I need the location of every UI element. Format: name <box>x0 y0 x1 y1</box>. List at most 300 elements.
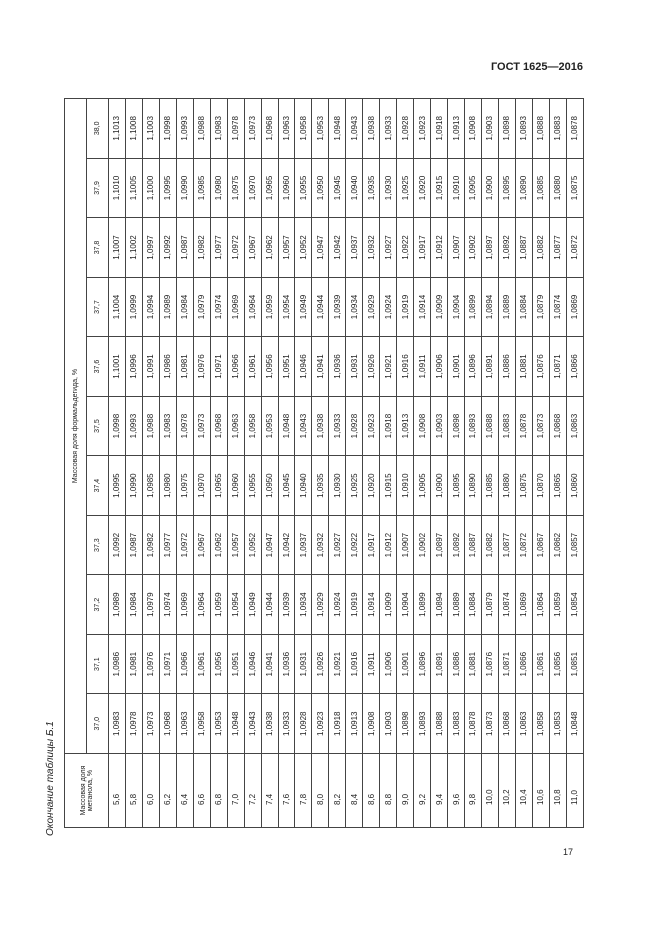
row-label: 8,0 <box>312 754 329 828</box>
table-row <box>465 99 482 828</box>
column-header: 37,0 <box>87 694 109 754</box>
table-cell: 1,0975 <box>227 158 244 218</box>
table-cell: 1,0978 <box>125 694 142 754</box>
table-cell: 1,0891 <box>481 337 498 397</box>
table-cell: 1,0898 <box>397 694 414 754</box>
table-cell: 1,0925 <box>397 158 414 218</box>
table-cell: 1,0883 <box>549 99 566 159</box>
table-cell: 1,0927 <box>380 218 397 278</box>
table-cell: 1,0965 <box>210 456 227 516</box>
row-label: 11,0 <box>566 754 583 828</box>
table-row <box>481 99 498 828</box>
table-row <box>210 99 227 828</box>
table-cell: 1,0963 <box>176 694 193 754</box>
table-cell: 1,0959 <box>210 575 227 635</box>
column-header: 37,5 <box>87 396 109 456</box>
table-cell: 1,0987 <box>176 218 193 278</box>
table-cell: 1,0931 <box>346 337 363 397</box>
table-cell: 1,0983 <box>159 396 176 456</box>
table-row <box>498 99 515 828</box>
table-cell: 1,0912 <box>431 218 448 278</box>
table-cell: 1,0980 <box>210 158 227 218</box>
table-cell: 1,0883 <box>498 396 515 456</box>
table-cell: 1,0905 <box>465 158 482 218</box>
table-cell: 1,0913 <box>448 99 465 159</box>
table-cell: 1,0920 <box>363 456 380 516</box>
row-label: 7,0 <box>227 754 244 828</box>
table-cell: 1,0989 <box>159 277 176 337</box>
table-cell: 1,0997 <box>142 218 159 278</box>
row-label: 10,8 <box>549 754 566 828</box>
table-cell: 1,0863 <box>515 694 532 754</box>
table-cell: 1,0929 <box>312 575 329 635</box>
row-label: 6,2 <box>159 754 176 828</box>
table-cell: 1,0882 <box>481 515 498 575</box>
table-row <box>566 99 583 828</box>
table-row <box>261 99 278 828</box>
table-cell: 1,0999 <box>125 277 142 337</box>
table-cell: 1,0882 <box>532 218 549 278</box>
table-row <box>532 99 549 828</box>
table-cell: 1,0989 <box>109 575 126 635</box>
table-cell: 1,0984 <box>176 277 193 337</box>
table-cell: 1,0918 <box>431 99 448 159</box>
row-label: 7,2 <box>244 754 261 828</box>
table-cell: 1,0923 <box>363 396 380 456</box>
table-row <box>176 99 193 828</box>
table-cell: 1,1005 <box>125 158 142 218</box>
table-cell: 1,0898 <box>498 99 515 159</box>
row-label: 8,6 <box>363 754 380 828</box>
table-cell: 1,0880 <box>549 158 566 218</box>
table-cell: 1,0892 <box>498 218 515 278</box>
table-cell: 1,0993 <box>125 396 142 456</box>
table-cell: 1,0988 <box>193 99 210 159</box>
table-cell: 1,0933 <box>329 396 346 456</box>
table-cell: 1,0874 <box>549 277 566 337</box>
table-row <box>312 99 329 828</box>
table-cell: 1,0936 <box>278 634 295 694</box>
table-cell: 1,0969 <box>176 575 193 635</box>
table-cell: 1,0973 <box>193 396 210 456</box>
table-cell: 1,0986 <box>159 337 176 397</box>
table-cell: 1,0902 <box>465 218 482 278</box>
table-cell: 1,0990 <box>176 158 193 218</box>
table-cell: 1,0915 <box>380 456 397 516</box>
row-label: 8,4 <box>346 754 363 828</box>
table-head <box>65 99 109 828</box>
table-cell: 1,0947 <box>312 218 329 278</box>
table-cell: 1,0887 <box>515 218 532 278</box>
row-label: 9,6 <box>448 754 465 828</box>
table-cell: 1,0951 <box>278 337 295 397</box>
column-header-row <box>87 99 109 828</box>
table-cell: 1,0903 <box>481 99 498 159</box>
table-cell: 1,0988 <box>142 396 159 456</box>
table-cell: 1,0870 <box>532 456 549 516</box>
table-cell: 1,0937 <box>346 218 363 278</box>
table-cell: 1,0954 <box>227 575 244 635</box>
table-cell: 1,0930 <box>329 456 346 516</box>
table-cell: 1,0897 <box>481 218 498 278</box>
table-cell: 1,0928 <box>346 396 363 456</box>
table-cell: 1,0875 <box>515 456 532 516</box>
row-label: 5,6 <box>109 754 126 828</box>
table-cell: 1,0881 <box>465 634 482 694</box>
table-cell: 1,0904 <box>397 575 414 635</box>
table-cell: 1,0943 <box>346 99 363 159</box>
table-cell: 1,0892 <box>448 515 465 575</box>
table-cell: 1,0916 <box>397 337 414 397</box>
table-cell: 1,0875 <box>566 158 583 218</box>
table-cell: 1,0939 <box>278 575 295 635</box>
table-row <box>227 99 244 828</box>
table-cell: 1,0908 <box>465 99 482 159</box>
table-cell: 1,0878 <box>515 396 532 456</box>
table-cell: 1,0866 <box>566 337 583 397</box>
column-header: 37,7 <box>87 277 109 337</box>
table-cell: 1,0864 <box>532 575 549 635</box>
table-cell: 1,0986 <box>109 634 126 694</box>
table-cell: 1,0925 <box>346 456 363 516</box>
row-label: 7,4 <box>261 754 278 828</box>
table-cell: 1,0878 <box>465 694 482 754</box>
table-cell: 1,0950 <box>312 158 329 218</box>
table-cell: 1,0871 <box>498 634 515 694</box>
table-cell: 1,0947 <box>261 515 278 575</box>
table-cell: 1,0893 <box>414 694 431 754</box>
table-cell: 1,0903 <box>380 694 397 754</box>
row-label: 10,6 <box>532 754 549 828</box>
table-cell: 1,0895 <box>498 158 515 218</box>
table-cell: 1,1004 <box>109 277 126 337</box>
table-cell: 1,0869 <box>566 277 583 337</box>
table-cell: 1,0889 <box>448 575 465 635</box>
table-cell: 1,0972 <box>227 218 244 278</box>
table-cell: 1,0967 <box>193 515 210 575</box>
table-cell: 1,0926 <box>312 634 329 694</box>
table-cell: 1,0945 <box>329 158 346 218</box>
table-cell: 1,0978 <box>227 99 244 159</box>
table-row <box>414 99 431 828</box>
table-cell: 1,0944 <box>312 277 329 337</box>
table-cell: 1,0899 <box>414 575 431 635</box>
table-row <box>109 99 126 828</box>
table-cell: 1,0985 <box>193 158 210 218</box>
table-body <box>109 99 584 828</box>
table-cell: 1,0998 <box>159 99 176 159</box>
table-cell: 1,0935 <box>312 456 329 516</box>
table-cell: 1,0900 <box>431 456 448 516</box>
table-cell: 1,0954 <box>278 277 295 337</box>
table-cell: 1,1000 <box>142 158 159 218</box>
table-cell: 1,0973 <box>142 694 159 754</box>
table-cell: 1,0961 <box>193 634 210 694</box>
column-header: 37,6 <box>87 337 109 397</box>
table-cell: 1,0978 <box>176 396 193 456</box>
table-cell: 1,0900 <box>481 158 498 218</box>
table-cell: 1,0992 <box>159 218 176 278</box>
table-cell: 1,0896 <box>465 337 482 397</box>
table-cell: 1,0867 <box>532 515 549 575</box>
table-cell: 1,0937 <box>295 515 312 575</box>
row-label: 6,6 <box>193 754 210 828</box>
column-header: 37,8 <box>87 218 109 278</box>
table-cell: 1,0924 <box>380 277 397 337</box>
table-cell: 1,0930 <box>380 158 397 218</box>
table-cell: 1,0985 <box>142 456 159 516</box>
table-cell: 1,0998 <box>109 396 126 456</box>
table-row <box>397 99 414 828</box>
table-cell: 1,0960 <box>227 456 244 516</box>
table-row <box>346 99 363 828</box>
table-cell: 1,0946 <box>295 337 312 397</box>
table-cell: 1,0873 <box>532 396 549 456</box>
table-cell: 1,0917 <box>414 218 431 278</box>
group-header: Массовая доля формальдегида, % <box>65 99 87 754</box>
table-cell: 1,0968 <box>159 694 176 754</box>
table-cell: 1,0958 <box>295 99 312 159</box>
table-cell: 1,0941 <box>312 337 329 397</box>
table-cell: 1,0881 <box>515 337 532 397</box>
table-cell: 1,0990 <box>125 456 142 516</box>
row-label: 6,4 <box>176 754 193 828</box>
table-cell: 1,0953 <box>210 694 227 754</box>
table-cell: 1,0862 <box>549 515 566 575</box>
table-cell: 1,0964 <box>244 277 261 337</box>
table-cell: 1,0891 <box>431 634 448 694</box>
table-cell: 1,0971 <box>159 634 176 694</box>
table-row <box>515 99 532 828</box>
table-cell: 1,0934 <box>295 575 312 635</box>
table-cell: 1,0884 <box>515 277 532 337</box>
table-cell: 1,0984 <box>125 575 142 635</box>
table-cell: 1,0933 <box>278 694 295 754</box>
table-cell: 1,0883 <box>448 694 465 754</box>
column-header: 37,9 <box>87 158 109 218</box>
table-cell: 1,0928 <box>295 694 312 754</box>
table-cell: 1,0966 <box>176 634 193 694</box>
table-cell: 1,0861 <box>532 634 549 694</box>
table-cell: 1,0896 <box>414 634 431 694</box>
table-cell: 1,0962 <box>210 515 227 575</box>
table-cell: 1,0857 <box>566 515 583 575</box>
table-row <box>363 99 380 828</box>
table-cell: 1,0895 <box>448 456 465 516</box>
table-cell: 1,0963 <box>227 396 244 456</box>
table-cell: 1,0904 <box>448 277 465 337</box>
table-cell: 1,0872 <box>515 515 532 575</box>
row-label: 6,0 <box>142 754 159 828</box>
table-cell: 1,0995 <box>159 158 176 218</box>
table-cell: 1,0938 <box>363 99 380 159</box>
row-label: 5,8 <box>125 754 142 828</box>
table-cell: 1,0856 <box>549 634 566 694</box>
table-cell: 1,0888 <box>481 396 498 456</box>
table-cell: 1,0956 <box>210 634 227 694</box>
table-cell: 1,1001 <box>109 337 126 397</box>
table-cell: 1,0858 <box>532 694 549 754</box>
table-cell: 1,0982 <box>142 515 159 575</box>
table-cell: 1,0879 <box>481 575 498 635</box>
table-cell: 1,0991 <box>142 337 159 397</box>
table-cell: 1,0916 <box>346 634 363 694</box>
table-row <box>549 99 566 828</box>
table-cell: 1,0899 <box>465 277 482 337</box>
table-cell: 1,0993 <box>176 99 193 159</box>
table-cell: 1,0961 <box>244 337 261 397</box>
table-cell: 1,0940 <box>346 158 363 218</box>
table-cell: 1,0941 <box>261 634 278 694</box>
table-cell: 1,0902 <box>414 515 431 575</box>
table-cell: 1,1008 <box>125 99 142 159</box>
table-cell: 1,0877 <box>549 218 566 278</box>
table-cell: 1,0908 <box>363 694 380 754</box>
table-cell: 1,0905 <box>414 456 431 516</box>
table-cell: 1,0901 <box>448 337 465 397</box>
row-label: 7,8 <box>295 754 312 828</box>
column-header: 37,4 <box>87 456 109 516</box>
table-cell: 1,0987 <box>125 515 142 575</box>
table-cell: 1,0921 <box>380 337 397 397</box>
table-cell: 1,0907 <box>397 515 414 575</box>
table-cell: 1,0876 <box>481 634 498 694</box>
table-cell: 1,0960 <box>278 158 295 218</box>
table-cell: 1,0913 <box>346 694 363 754</box>
table-cell: 1,0951 <box>227 634 244 694</box>
table-cell: 1,0979 <box>193 277 210 337</box>
table-cell: 1,0885 <box>481 456 498 516</box>
table-cell: 1,0926 <box>363 337 380 397</box>
table-cell: 1,0958 <box>193 694 210 754</box>
table-cell: 1,0909 <box>431 277 448 337</box>
row-label: 9,2 <box>414 754 431 828</box>
table-cell: 1,0911 <box>363 634 380 694</box>
column-header: 37,3 <box>87 515 109 575</box>
table-cell: 1,0923 <box>312 694 329 754</box>
table-cell: 1,0977 <box>159 515 176 575</box>
table-cell: 1,0971 <box>210 337 227 397</box>
table-cell: 1,0871 <box>549 337 566 397</box>
table-cell: 1,0873 <box>481 694 498 754</box>
table-row <box>295 99 312 828</box>
table-cell: 1,0922 <box>346 515 363 575</box>
table-cell: 1,0936 <box>329 337 346 397</box>
table-cell: 1,0887 <box>465 515 482 575</box>
table-row <box>125 99 142 828</box>
table-cell: 1,0890 <box>515 158 532 218</box>
table-cell: 1,0970 <box>193 456 210 516</box>
table-cell: 1,0953 <box>261 396 278 456</box>
table-cell: 1,0893 <box>515 99 532 159</box>
table-cell: 1,0868 <box>498 694 515 754</box>
table-cell: 1,0949 <box>295 277 312 337</box>
table-cell: 1,0966 <box>227 337 244 397</box>
table-cell: 1,0948 <box>278 396 295 456</box>
table-cell: 1,0995 <box>109 456 126 516</box>
table-cell: 1,0964 <box>193 575 210 635</box>
table-cell: 1,0876 <box>532 337 549 397</box>
table-cell: 1,0972 <box>176 515 193 575</box>
table-cell: 1,0898 <box>448 396 465 456</box>
table-cell: 1,0945 <box>278 456 295 516</box>
table-cell: 1,0938 <box>261 694 278 754</box>
table-cell: 1,0886 <box>448 634 465 694</box>
table-cell: 1,0893 <box>465 396 482 456</box>
corner-header: Массовая доля метанола, % <box>65 754 109 828</box>
table-cell: 1,1007 <box>109 218 126 278</box>
table-cell: 1,0939 <box>329 277 346 337</box>
table-cell: 1,0866 <box>515 634 532 694</box>
table-caption: Окончание таблицы Б.1 <box>45 721 56 836</box>
table-cell: 1,0950 <box>261 456 278 516</box>
table-cell: 1,0931 <box>295 634 312 694</box>
table-cell: 1,0919 <box>397 277 414 337</box>
table-cell: 1,0952 <box>295 218 312 278</box>
table-cell: 1,0914 <box>414 277 431 337</box>
table-cell: 1,0982 <box>193 218 210 278</box>
table-cell: 1,0869 <box>515 575 532 635</box>
table-cell: 1,0973 <box>244 99 261 159</box>
row-label: 8,8 <box>380 754 397 828</box>
table-cell: 1,0927 <box>329 515 346 575</box>
table-row <box>380 99 397 828</box>
table-cell: 1,0976 <box>142 634 159 694</box>
table-row <box>448 99 465 828</box>
table-cell: 1,0906 <box>431 337 448 397</box>
table-cell: 1,0932 <box>363 218 380 278</box>
table-cell: 1,0959 <box>261 277 278 337</box>
table-cell: 1,1003 <box>142 99 159 159</box>
row-label: 10,2 <box>498 754 515 828</box>
table-cell: 1,1013 <box>109 99 126 159</box>
table-cell: 1,0920 <box>414 158 431 218</box>
table-cell: 1,0918 <box>329 694 346 754</box>
table-cell: 1,0938 <box>312 396 329 456</box>
table-cell: 1,0977 <box>210 218 227 278</box>
table-cell: 1,0967 <box>244 218 261 278</box>
table-cell: 1,0880 <box>498 456 515 516</box>
row-label: 8,2 <box>329 754 346 828</box>
table-cell: 1,0922 <box>397 218 414 278</box>
table-cell: 1,0955 <box>244 456 261 516</box>
table-cell: 1,0957 <box>278 218 295 278</box>
row-label: 9,0 <box>397 754 414 828</box>
table-cell: 1,0979 <box>142 575 159 635</box>
row-label: 7,6 <box>278 754 295 828</box>
table-cell: 1,0897 <box>431 515 448 575</box>
table-cell: 1,0965 <box>261 158 278 218</box>
table-cell: 1,0911 <box>414 337 431 397</box>
table-cell: 1,0983 <box>109 694 126 754</box>
density-table <box>64 98 584 828</box>
table-cell: 1,0854 <box>566 575 583 635</box>
table-row <box>278 99 295 828</box>
density-table-container <box>64 98 584 828</box>
document-code: ГОСТ 1625—2016 <box>490 61 583 73</box>
table-cell: 1,0901 <box>397 634 414 694</box>
table-cell: 1,0888 <box>532 99 549 159</box>
table-cell: 1,0981 <box>125 634 142 694</box>
column-header: 38,0 <box>87 99 109 159</box>
table-cell: 1,0996 <box>125 337 142 397</box>
table-cell: 1,0928 <box>397 99 414 159</box>
table-cell: 1,0907 <box>448 218 465 278</box>
table-cell: 1,0865 <box>549 456 566 516</box>
page-number: 17 <box>562 847 573 857</box>
table-cell: 1,0962 <box>261 218 278 278</box>
table-cell: 1,0981 <box>176 337 193 397</box>
